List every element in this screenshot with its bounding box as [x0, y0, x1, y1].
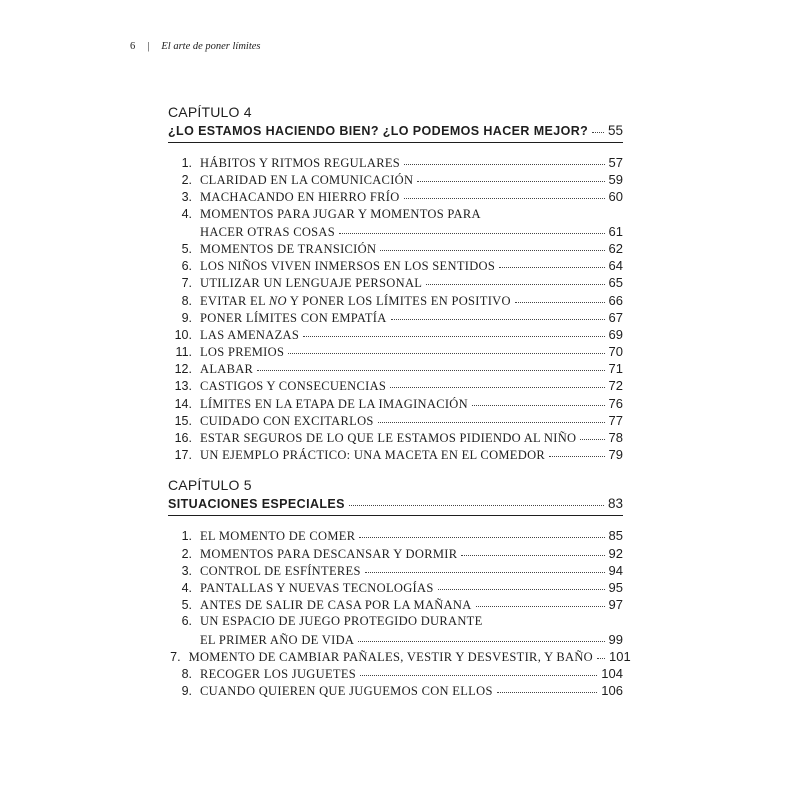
dot-leader — [390, 386, 604, 388]
entry-page-number: 66 — [608, 292, 623, 308]
toc-entry[interactable] — [168, 154, 623, 171]
entry-page-number: 78 — [608, 430, 623, 445]
entry-title: CLARIDAD EN LA COMUNICACIÓN — [200, 173, 414, 188]
entry-number: 6. — [181, 614, 192, 629]
entry-page-number: 64 — [608, 258, 623, 274]
entry-title — [200, 293, 511, 310]
entry-number: 3. — [181, 563, 192, 578]
entry-page-number: 70 — [608, 344, 623, 360]
chapter-page-number: 55 — [607, 123, 623, 138]
entry-title: MOMENTOS PARA JUGAR Y MOMENTOS PARA — [200, 206, 481, 221]
entry-title: ESTAR SEGUROS DE LO QUE LE ESTAMOS PIDIENDO AL NIÑO — [200, 431, 577, 445]
toc-entry[interactable] — [168, 240, 623, 257]
chapter-block — [168, 476, 631, 699]
entry-number: 13. — [174, 379, 192, 394]
entry-title: LOS PREMIOS — [200, 345, 285, 360]
entry-title: CASTIGOS Y CONSECUENCIAS — [200, 379, 387, 394]
chapter-block — [168, 103, 623, 463]
entry-page-number: 61 — [608, 223, 623, 239]
entry-title: LÍMITES EN LA ETAPA DE LA IMAGINACIÓN — [200, 396, 468, 411]
entry-page-number: 57 — [608, 155, 623, 170]
chapter-page-number: 83 — [607, 496, 623, 512]
entry-title-part: EVITAR EL — [200, 293, 269, 308]
entry-page-number: 106 — [601, 683, 623, 699]
dot-leader — [358, 640, 604, 642]
toc-entry[interactable] — [168, 545, 623, 562]
entry-page-number: 77 — [608, 412, 623, 428]
entry-number: 15. — [174, 413, 192, 428]
dot-leader — [592, 131, 604, 133]
dot-leader — [497, 691, 598, 693]
entry-title: MACHACANDO EN HIERRO FRÍO — [200, 190, 400, 205]
entry-title: HÁBITOS Y RITMOS REGULARES — [200, 156, 401, 170]
toc-entry[interactable] — [168, 429, 623, 446]
chapter-rule — [168, 515, 623, 516]
toc-entry[interactable] — [168, 257, 623, 274]
chapter-title: ¿LO ESTAMOS HACIENDO BIEN? ¿LO PODEMOS HACER MEJOR? — [168, 124, 589, 138]
entry-page-number: 97 — [608, 597, 623, 613]
entry-number: 4. — [181, 580, 192, 595]
entry-title: ANTES DE SALIR DE CASA POR LA MAÑANA — [200, 598, 472, 613]
entry-title-italic: NO — [268, 293, 287, 308]
dot-leader — [360, 674, 597, 676]
toc-entry[interactable] — [168, 412, 623, 429]
entry-title: MOMENTO DE CAMBIAR PAÑALES, VESTIR Y DESVESTIR, Y BAÑO — [188, 649, 593, 664]
chapter-title-link[interactable] — [168, 494, 623, 514]
entry-page-number: 94 — [608, 562, 623, 578]
dot-leader — [339, 232, 605, 234]
entry-number: 14. — [174, 396, 192, 411]
entry-page-number: 67 — [608, 309, 623, 325]
dot-leader — [472, 404, 605, 406]
entry-page-number: 99 — [608, 631, 623, 647]
entry-title: PANTALLAS Y NUEVAS TECNOLOGÍAS — [200, 580, 434, 595]
dot-leader — [378, 421, 605, 423]
book-title: El arte de poner límites — [161, 41, 261, 52]
entry-title: ALABAR — [200, 362, 254, 377]
dot-leader — [476, 605, 605, 607]
dot-leader — [359, 536, 604, 538]
entry-page-number: 95 — [608, 579, 623, 595]
dot-leader — [365, 571, 605, 573]
entry-number: 6. — [181, 259, 192, 274]
page-number: 6 — [130, 41, 136, 52]
toc-entry[interactable] — [168, 292, 623, 309]
entry-title-continued: HACER OTRAS COSAS — [200, 224, 335, 239]
dot-leader — [438, 588, 605, 590]
chapter-title-link[interactable] — [168, 121, 623, 141]
entry-number: 7. — [181, 276, 192, 291]
entry-page-number: 65 — [608, 275, 623, 291]
entry-number: 16. — [174, 431, 192, 445]
chapter-rule — [168, 142, 623, 143]
entry-page-number: 76 — [608, 395, 623, 411]
toc-entry[interactable] — [168, 527, 623, 544]
entry-page-number: 59 — [608, 172, 623, 188]
entry-number: 8. — [181, 666, 192, 681]
toc-entry[interactable] — [168, 309, 623, 326]
entry-number: 7. — [170, 649, 181, 664]
entry-page-number: 60 — [608, 189, 623, 205]
entry-number: 5. — [181, 598, 192, 613]
entry-page-number: 72 — [608, 378, 623, 394]
entry-page-number: 62 — [608, 240, 623, 256]
entry-number: 12. — [174, 362, 192, 377]
dot-leader — [404, 197, 605, 199]
entry-title: PONER LÍMITES CON EMPATÍA — [200, 310, 387, 325]
toc-entry[interactable] — [168, 326, 623, 343]
entry-number: 1. — [181, 529, 192, 544]
dot-leader — [257, 369, 604, 371]
dot-leader — [580, 438, 604, 440]
entry-page-number: 79 — [608, 447, 623, 463]
entry-title-continued: EL PRIMER AÑO DE VIDA — [200, 632, 355, 647]
entry-page-number: 85 — [608, 528, 623, 544]
toc-entry[interactable] — [168, 188, 623, 205]
entry-title: MOMENTOS DE TRANSICIÓN — [200, 241, 377, 256]
dot-leader — [349, 504, 604, 506]
entry-number: 5. — [181, 241, 192, 256]
entry-page-number: 69 — [608, 326, 623, 342]
dot-leader — [391, 318, 605, 320]
entry-number: 9. — [181, 684, 192, 699]
toc-entry[interactable] — [168, 665, 623, 682]
entry-number: 3. — [181, 190, 192, 205]
entry-number: 11. — [175, 345, 192, 360]
toc-entry[interactable] — [168, 596, 623, 613]
toc-entry[interactable] — [168, 579, 623, 596]
toc-entry-list — [168, 527, 631, 699]
entry-page-number: 92 — [608, 545, 623, 561]
entry-title: EL MOMENTO DE COMER — [200, 529, 356, 544]
dot-leader — [597, 657, 605, 659]
toc-entry[interactable] — [168, 206, 623, 223]
entry-number: 4. — [181, 206, 192, 221]
toc-entry[interactable] — [168, 682, 623, 699]
toc-entry[interactable] — [168, 377, 623, 394]
toc-entry[interactable] — [168, 171, 623, 188]
running-head — [130, 41, 261, 52]
entry-title: UTILIZAR UN LENGUAJE PERSONAL — [200, 276, 423, 291]
chapter-label: CAPÍTULO 4 — [168, 104, 252, 120]
entry-number: 2. — [181, 173, 192, 188]
toc-entry[interactable] — [168, 360, 623, 377]
entry-title: RECOGER LOS JUGUETES — [200, 666, 357, 681]
entry-number: 17. — [174, 448, 192, 463]
toc-entry[interactable] — [168, 446, 623, 463]
entry-number: 9. — [181, 310, 192, 325]
entry-title: CUANDO QUIEREN QUE JUGUEMOS CON ELLOS — [200, 684, 493, 699]
dot-leader — [426, 283, 604, 285]
header-separator: | — [147, 41, 150, 52]
entry-page-number: 104 — [601, 665, 623, 681]
dot-leader — [515, 301, 605, 303]
toc-entry[interactable] — [168, 648, 631, 665]
toc-entry[interactable] — [168, 395, 623, 412]
entry-title: LOS NIÑOS VIVEN INMERSOS EN LOS SENTIDOS — [200, 259, 496, 274]
entry-title: UN EJEMPLO PRÁCTICO: UNA MACETA EN EL COMEDOR — [200, 448, 546, 463]
entry-number: 10. — [174, 327, 192, 342]
entry-title: CUIDADO CON EXCITARLOS — [200, 413, 374, 428]
entry-number: 2. — [181, 546, 192, 561]
dot-leader — [461, 554, 604, 556]
dot-leader — [404, 163, 604, 165]
chapter-label: CAPÍTULO 5 — [168, 477, 252, 494]
entry-title: LAS AMENAZAS — [200, 327, 300, 342]
chapter-title: SITUACIONES ESPECIALES — [168, 497, 345, 512]
toc-entry[interactable] — [168, 613, 623, 630]
entry-title: UN ESPACIO DE JUEGO PROTEGIDO DURANTE — [200, 614, 483, 629]
toc-entry-continuation[interactable] — [168, 223, 623, 240]
entry-title-part: Y PONER LOS LÍMITES EN POSITIVO — [286, 293, 511, 308]
dot-leader — [380, 249, 604, 251]
dot-leader — [499, 266, 604, 268]
entry-page-number: 71 — [608, 361, 623, 377]
table-of-contents — [168, 103, 631, 699]
toc-entry[interactable] — [168, 562, 623, 579]
dot-leader — [303, 335, 604, 337]
toc-entry-list — [168, 154, 623, 463]
dot-leader — [288, 352, 604, 354]
toc-entry-continuation[interactable] — [168, 631, 623, 648]
entry-title: CONTROL DE ESFÍNTERES — [200, 563, 361, 578]
entry-number: 8. — [181, 293, 192, 308]
entry-page-number: 101 — [609, 648, 631, 664]
dot-leader — [417, 180, 604, 182]
entry-title: MOMENTOS PARA DESCANSAR Y DORMIR — [200, 546, 458, 561]
toc-entry[interactable] — [168, 274, 623, 291]
dot-leader — [549, 455, 604, 457]
toc-entry[interactable] — [168, 343, 623, 360]
entry-number: 1. — [181, 156, 192, 170]
